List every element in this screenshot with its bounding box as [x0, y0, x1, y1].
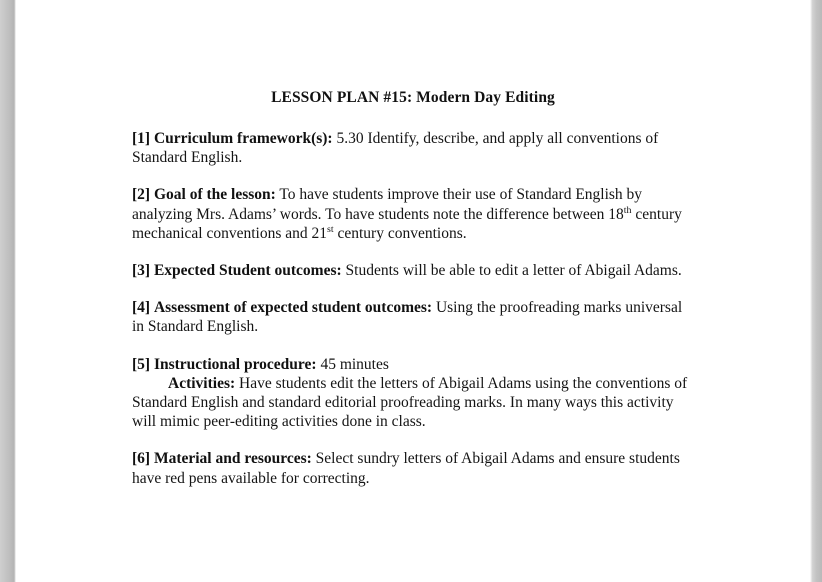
document-text-body	[132, 88, 694, 488]
section-goal-of-lesson	[132, 185, 694, 243]
section-text-6: Select sundry letters of Abigail Adams and ensure students have red pens available for correcting.	[132, 450, 680, 487]
activities-text: Have students edit the letters of Abigail Adams using the conventions of Standard English and standard editorial proofreading marks. In many ways this activity will mimic peer-editing activities done in class.	[132, 374, 688, 431]
section-text-2-part1: To have students improve their use of Standard English by analyzing Mrs. Adams’ words. To have students note the difference between 18	[132, 186, 643, 223]
section-text-4: Using the proofreading marks universal in Standard English.	[132, 299, 683, 336]
superscript-st: st	[326, 223, 334, 235]
section-label-2: Goal of the lesson:	[153, 186, 276, 204]
superscript-th: th	[623, 204, 632, 216]
section-text-3: Students will be able to edit a letter of Abigail Adams.	[341, 262, 682, 280]
section-text-5: 45 minutes	[316, 355, 389, 373]
activities-label: Activities:	[168, 374, 236, 392]
page-title: LESSON PLAN #15: Modern Day Editing	[271, 89, 555, 106]
section-text-2-part3: century conventions.	[333, 224, 467, 242]
section-number-5: [5]	[132, 355, 151, 373]
activities-subsection	[132, 374, 694, 432]
section-label-3: Expected Student outcomes:	[153, 262, 342, 280]
section-assessment-of-outcomes	[132, 298, 694, 336]
page-left-shadow-gutter	[0, 0, 16, 582]
section-text-1: 5.30 Identify, describe, and apply all conventions of Standard English.	[132, 130, 659, 167]
section-instructional-procedure	[132, 355, 694, 432]
section-number-1: [1]	[132, 130, 151, 147]
section-expected-student-outcomes	[132, 261, 694, 280]
section-material-and-resources	[132, 449, 694, 487]
section-label-6: Material and resources:	[153, 450, 312, 468]
section-label-1: Curriculum framework(s):	[153, 130, 333, 147]
section-label-4: Assessment of expected student outcomes:	[153, 299, 433, 317]
section-curriculum-frameworks	[132, 129, 694, 167]
section-text-2-part2: century mechanical conventions and 21	[132, 205, 682, 242]
section-number-3: [3]	[132, 262, 151, 280]
section-number-2: [2]	[132, 186, 151, 204]
page-right-shadow-gutter	[810, 0, 822, 582]
document-page	[16, 0, 810, 582]
section-number-4: [4]	[132, 299, 151, 317]
section-number-6: [6]	[132, 450, 151, 468]
section-label-5: Instructional procedure:	[153, 355, 317, 373]
